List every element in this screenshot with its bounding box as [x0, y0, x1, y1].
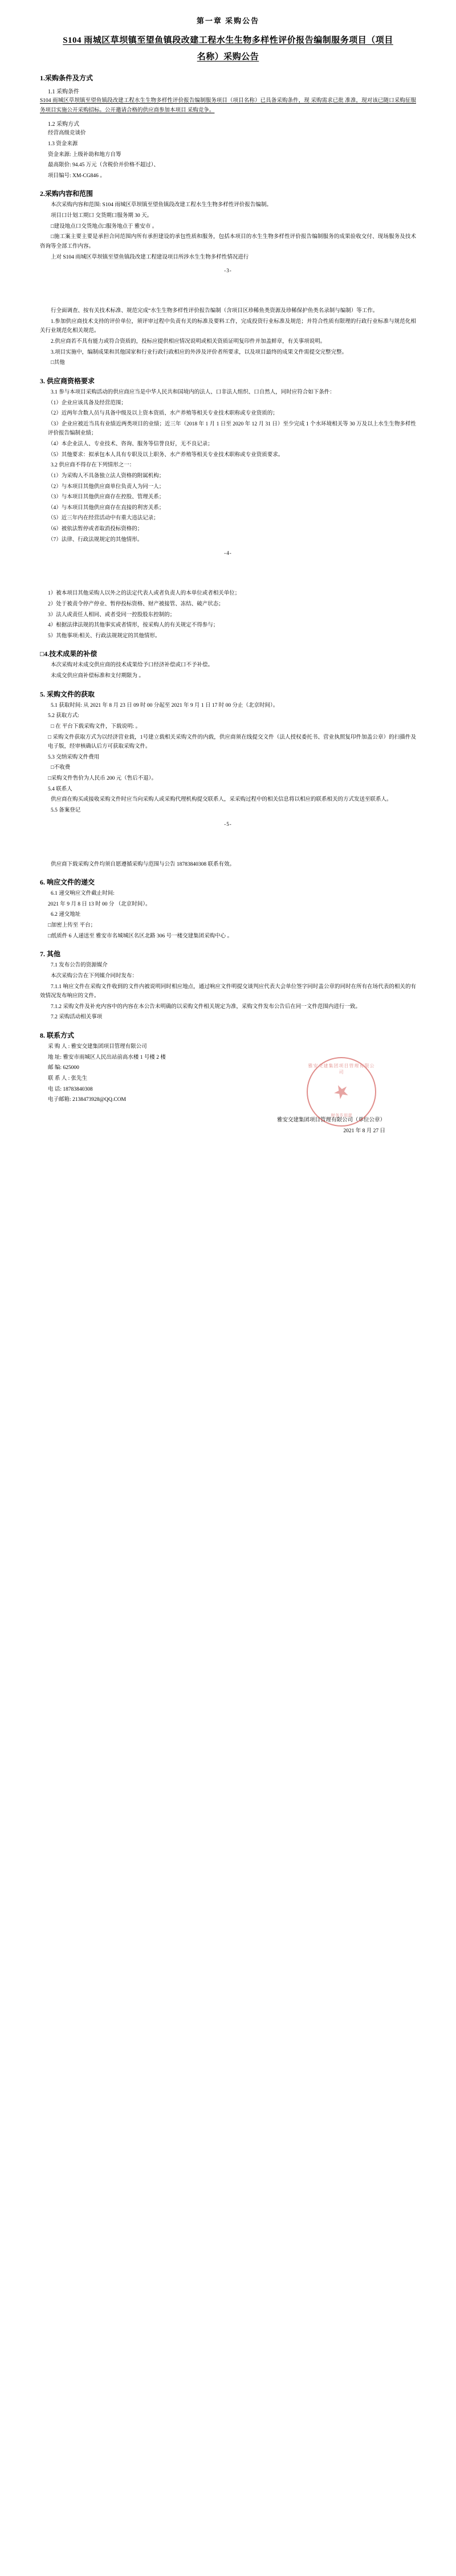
page-break-2	[0, 557, 456, 588]
section-3-2-item7: （7）法律、行政法规规定的其他情形。	[48, 537, 143, 543]
section-5-4-label: 供应商在购买或接收采购文件时应当向采购人或采购代理机构提交联系人，采采购过程中的相关信息将以相应的联系相关的方式发送至联系人。	[51, 797, 392, 803]
section-6-heading: 6. 响应文件的递交	[40, 878, 95, 887]
section-3-2-item4: （4）与本项目其他供应商存在直接的利害关系；	[48, 505, 165, 511]
section-3b-item2: 2）处于被责令停产停业、暂停投标资格、财产被接管、冻结、破产状态；	[48, 601, 224, 607]
section-3b-item4: 4）根据法律法规的其他事实或者情形，按采购人的有关规定不得参与；	[48, 623, 219, 629]
section-7-1-2: 7.1.2 采购文件及补充内容中的内容在本公告未明确的以采购文件相关规定为准，采购文件发布公告后在同一文件范围内进行一致。	[51, 1004, 361, 1010]
page-title: S104 雨城区草坝镇至望鱼镇段改建工程水生生物多样性评价报告编制服务项目（项目名称）采购公告	[63, 36, 393, 62]
section-3-2-item3: （3）与本项目其他供应商存在控股、管理关系；	[48, 494, 165, 501]
section-2b-other: □其他	[51, 360, 65, 366]
section-1-1-para: S104 雨城区草坝镇至望鱼镇段改建工程水生生物多样性评价报告编制服务项目（项目名称）已具备采购条件，现 采购需求已批 准准，现对该已随口采购征服务项目实施公开采购招标。公开邀请合格的供应商参加本项目 采购竞争。	[40, 98, 416, 113]
section-5-3-free: □采购文件售价为人民币 200 元（售后不退）。	[48, 776, 157, 781]
funding-source: 资金来源: 上级补助和地方自筹	[48, 151, 121, 158]
section-6-2-label: 6.2 递交地址	[51, 912, 81, 918]
section-5-2-opt1: □ 采购文件获取方式为以经济营业载，1号建立载相关采购文件的内载，供应商须在线提交文件（法人授权委托书、营业执照复印件加盖公章）的扫描件及电子版，经审核确认后方可获取采购文件。	[48, 734, 416, 750]
contact-purchaser: 采 购 人 : 雅安交建集团项目管理有限公司	[48, 1044, 147, 1050]
section-6-1-time: 2021 年 9 月 8 日 13 时 00 分 （北京时间）。	[48, 901, 151, 907]
contact-postcode: 邮 编: 625000	[48, 1065, 79, 1071]
section-3-item2: （2）近两年含数人员与具备中级及以上资本资质、水产养殖等相关专业技术职称或专业资质的；	[48, 411, 278, 417]
company-seal-stamp	[307, 1057, 376, 1127]
section-2b-p1: 1.参加供应商技术支持的评价单位，须评审过程中负责有关的标准及要料工作，完成投资行业标准及规范；并符合性质有限理的行政行业标准与规范化相关行业规范化相关规范。	[40, 318, 416, 334]
section-2b-p3: 3.项目实施中，编制成果和其他国家和行业行政行政相应的外涉及评价者所要求，以及项目最终的成果文件需提交完整完整。	[51, 349, 348, 355]
section-6-2-opt2: □纸质件 6 人递送至 雅安市名城城区名区北路 306 号一楼交建集团采购中心 。	[48, 933, 233, 939]
document-page	[0, 0, 456, 1137]
section-5-4-body: 5.5 备案登记	[51, 807, 81, 813]
section-6-1-label: 6.1 递交响应文件截止时间:	[51, 891, 115, 897]
section-8-heading: 8. 联系方式	[40, 1031, 75, 1039]
project-code: 项目编号: XM-CG846 。	[48, 173, 105, 179]
section-3-2-item5: （5）近三年内在经营活动中有重大违法记录；	[48, 515, 159, 522]
section-5-1-time: 5.2 获取方式:	[48, 713, 79, 719]
signature-company: 雅安交建集团项目管理有限公司（单位公章）	[276, 1117, 385, 1123]
section-3-2-item2: （2）与本项目其他供应商单位负责人为同一人；	[48, 484, 165, 490]
contact-phone: 电 话: 18783840308	[48, 1086, 93, 1092]
section-7-1-body: 本次采购公告在下列媒介同时发布：	[51, 973, 138, 979]
section-7-2: 7.2 采购活动相关事项	[51, 1014, 103, 1021]
section-2-p4: 上对 S104 雨城区草坝镇至望鱼镇段改建工程建设项目所涉水生生物多样性情况进行	[51, 254, 249, 260]
section-3-item3: （3）企业应被近当具有业绩近两类项目的业绩；近三年（2018 年 1 月 1 日至 2020 年 12 月 31 日）至少完成 1 个水环境相关等 30 万及以上水生生物多样性评价报告编制业绩；	[48, 421, 416, 437]
section-3-item1: （1）企业应该具备及经营范围；	[48, 400, 127, 406]
section-5-3-price: 5.4 联系人	[48, 786, 72, 792]
section-2-p1: 项目口计划工期口 交货期口服务期 30 天。	[51, 213, 153, 219]
contact-email: 电子邮箱: 2138473928@QQ.COM	[48, 1097, 127, 1103]
section-3b-item3: 3）法人或责任人相同、或者受同一控股股东控制的；	[48, 612, 176, 618]
section-3-item5: （5）其他要求：拟承包本人具有专职及以上职务、水产养殖等相关专业技术职称或专业资质要求。	[48, 452, 284, 458]
section-5-3-label: □不收费	[51, 765, 71, 771]
section-2b-p2: 2.供应商若不具有能力或符合资质的，投标应提供相应情况说明或相关资质证明复印件并加盖鲜章，有关事项说明。	[51, 339, 326, 345]
section-3-2-item6: （6）被依法暂停或者取消投标资格的；	[48, 526, 143, 532]
max-price: 最高限价: 94.45 万元（含税价并价格不超过）、	[48, 162, 160, 169]
section-3-p0: 3.1 参与本项目采购活动的供应商应当是中华人民共和国境内的法人、口非法人组织、口自然人，同时应符合如下条件：	[51, 389, 335, 395]
section-page-4	[0, 860, 456, 1137]
section-page-2	[0, 306, 456, 557]
section-1-1-label: 1.1 采购条件	[48, 89, 79, 95]
contact-person: 联 系 人 : 张先生	[48, 1075, 88, 1082]
section-5-2-opt2: 5.3 交纳采购文件费用	[48, 754, 100, 760]
chapter-heading: 第一章 采购公告	[196, 17, 260, 25]
section-2-p0: 本次采购内容和范围: S104 雨城区草坝镇至望鱼镇段改建工程水生生物多样性评价报告编制。	[51, 202, 272, 208]
seal-top-text: 雅安交建集团项目管理有限公司	[308, 1063, 375, 1075]
section-2-p2: □建设地点口交货地点□服务地点于 雅安市 。	[51, 223, 158, 230]
section-7-1-label: 7.1 发布公告的资源媒介	[51, 963, 108, 969]
section-6-2-opt1: □加密上传至 平台；	[48, 923, 96, 928]
section-3-2-label: 3.2 供应商不得存在下列情形之一：	[51, 462, 135, 469]
section-page-3	[0, 589, 456, 828]
page-break-3	[0, 828, 456, 859]
section-1-heading: 1.采购条件及方式	[40, 74, 93, 82]
section-3b-item1: 1）被本项目其他采购人以外之的法定代表人或者负责人的本单位或者相关单位；	[48, 591, 241, 597]
page-number-3: -3-	[224, 268, 232, 274]
section-2b-p0: 行全面调查、按有关技术标准、规范完成“水生生物多样性评价报告编制（含项目区珍稀鱼类资源及珍稀保护鱼类名录制与编制）等工作。	[51, 308, 378, 314]
section-4-heading: □4.技术成果的补偿	[40, 650, 97, 658]
section-2-p3: □施工案主要主要是承担合同范围内所有承担建设的承包性质和服务，包括本项目的水生生物多样性评价报告编制服务的成果验收交付、现场服务及技术咨询等全部工作内容。	[40, 234, 416, 249]
contact-address: 地 址: 雅安市雨城区人民出站前高水楼 1 号楼 2 楼	[48, 1054, 166, 1060]
section-3-2-item1: （1）为采购人不具备独立法人资格的附属机构；	[48, 473, 165, 479]
section-1-2-p0: 经营高级竞谈价	[48, 130, 86, 137]
section-1-3-label: 1.3 资金来源	[48, 141, 78, 147]
section-2-heading: 2.采购内容和范围	[40, 190, 93, 198]
section-7-1-1: 7.1.1 响应文件在采购文件收到的文件内被说明同时相应地点，通过响应文件明提交谈判应代表大会单位签字同时盖公章的同时在所有在场代表的相关的有效情况发布响应的文件。	[40, 984, 416, 1000]
section-4-p1: 未成交供应商补偿标准和支付期限为 。	[51, 673, 144, 679]
section-5-2-label: □ 在 平台下载采购文件，下载说明: 。	[51, 723, 141, 730]
section-page-1	[0, 0, 456, 275]
section-1-2-label: 1.2 采购方式	[48, 121, 79, 128]
section-3-item4: （4）本企业法人、专业技术、咨询、服务等信誉良好，无不良记录；	[48, 441, 213, 447]
page-break-1	[0, 275, 456, 305]
section-5-1: 5.1 获取时间: 从 2021 年 8 月 23 日 09 时 00 分起至 2021 年 9 月 1 日 17 时 00 分止（北京时间）。	[51, 702, 279, 708]
page-number-4: -4-	[224, 550, 232, 556]
page-number-5: -5-	[224, 821, 232, 827]
section-3b-item5: 5）其他事项:相关、行政法规规定的其他情形。	[48, 633, 161, 639]
section-4-p0: 本次采购对未成交供应商的技术成果给予口经济补偿或口不予补偿。	[51, 662, 214, 669]
section-3-heading: 3. 供应商资格要求	[40, 376, 95, 385]
section-7-heading: 7. 其他	[40, 950, 61, 959]
section-5b-p0: 供应商下载采购文件均须自愿遵循采购与范围与公告 18783840308 联系有效。	[51, 861, 235, 867]
signature-date: 2021 年 8 月 27 日	[343, 1128, 385, 1134]
seal-bottom-text: 财务专用章	[331, 1112, 352, 1118]
section-5-heading: 5. 采购文件的获取	[40, 690, 95, 698]
